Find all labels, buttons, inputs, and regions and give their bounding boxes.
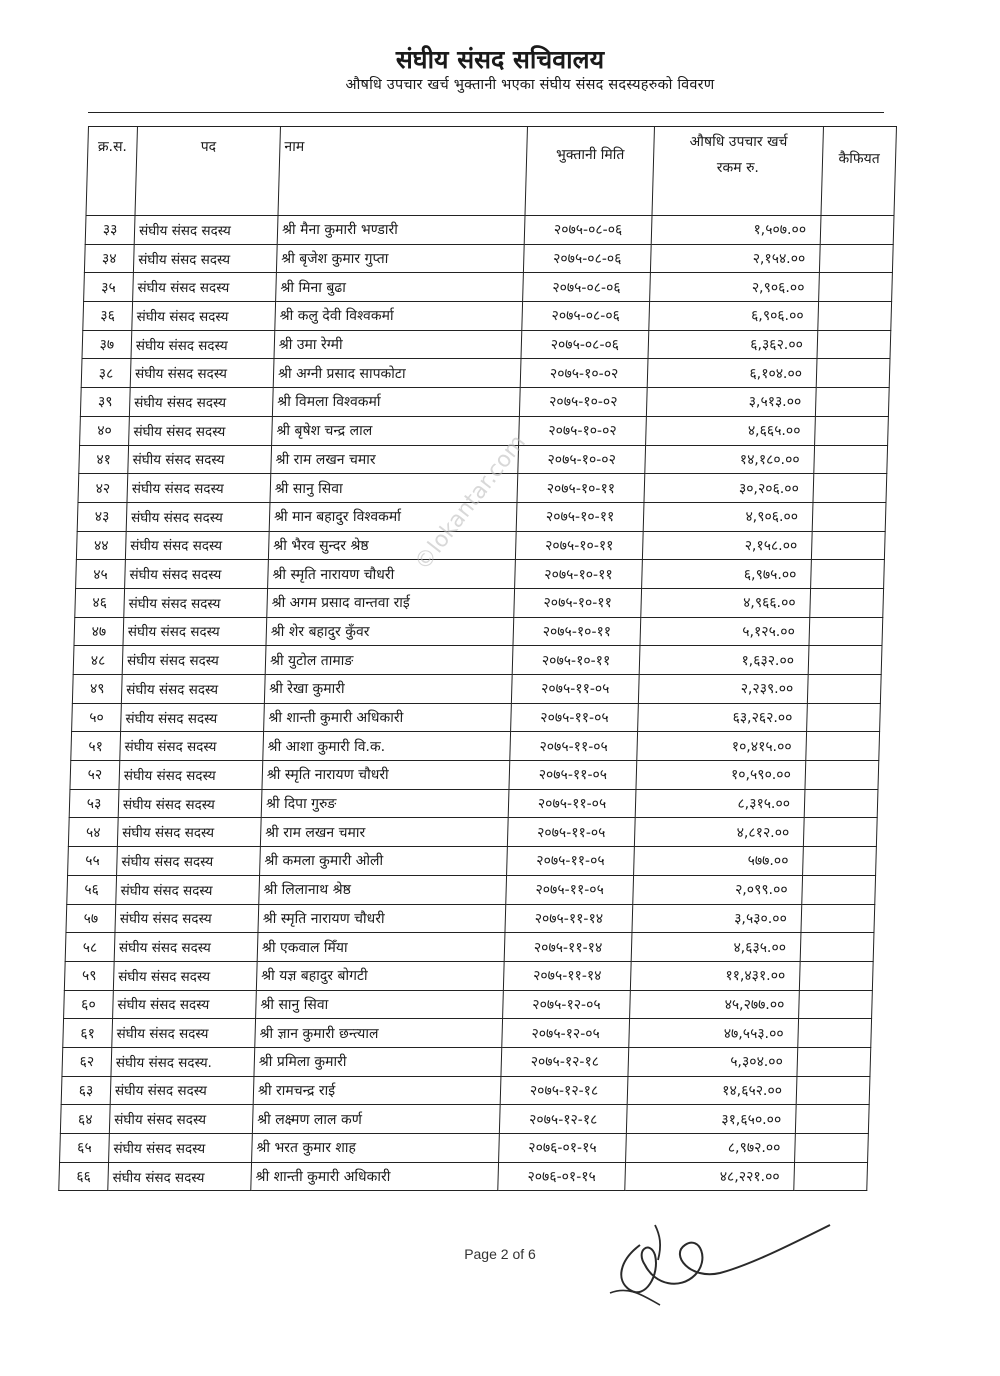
cell-post: संघीय संसद सदस्य [109, 1134, 253, 1163]
table-row [65, 933, 874, 962]
cell-amount: ३,५१३.०० [646, 388, 816, 417]
header-remarks: कैफियत [821, 127, 896, 216]
cell-amount: ८,३१५.०० [635, 789, 805, 818]
cell-remarks [816, 359, 890, 388]
cell-serial-number: ५९ [64, 961, 114, 990]
cell-name: श्री स्मृति नारायण चौधरी [258, 904, 506, 933]
cell-payment-date: २०७५-१०-११ [516, 502, 644, 531]
cell-payment-date: २०७५-११-१४ [505, 904, 633, 933]
cell-remarks [814, 445, 888, 474]
cell-remarks [809, 617, 883, 646]
cell-post: संघीय संसद सदस्य [121, 675, 265, 704]
cell-remarks [799, 990, 873, 1019]
cell-payment-date: २०७५-११-०५ [506, 875, 634, 904]
cell-name: श्री ज्ञान कुमारी छन्त्याल [255, 1019, 503, 1048]
cell-remarks [815, 416, 889, 445]
cell-remarks [820, 216, 894, 245]
cell-amount: ५७७.०० [634, 847, 804, 876]
cell-name: श्री युटोल तामाङ [265, 646, 513, 675]
cell-remarks [801, 904, 875, 933]
cell-amount: १०,५९०.०० [636, 761, 806, 790]
table-body [59, 216, 894, 1191]
cell-remarks [798, 1019, 872, 1048]
cell-payment-date: २०७५-१०-०२ [518, 445, 646, 474]
page-title: संघीय संसद सचिवालय [395, 45, 605, 74]
cell-post: संघीय संसद सदस्य [129, 416, 273, 445]
cell-post: संघीय संसद सदस्य [123, 617, 267, 646]
cell-amount: १४,१८०.०० [645, 445, 815, 474]
cell-post: संघीय संसद सदस्य [124, 588, 268, 617]
cell-amount: २,९०६.०० [650, 273, 820, 302]
table-row [82, 330, 891, 359]
cell-serial-number: ५३ [69, 789, 119, 818]
cell-amount: ४,६६५.०० [646, 416, 816, 445]
cell-serial-number: ५२ [70, 761, 120, 790]
cell-amount: १४,६५२.०० [627, 1076, 797, 1105]
table-row [61, 1076, 870, 1105]
cell-amount: ४,९०६.०० [643, 502, 813, 531]
cell-remarks [803, 847, 877, 876]
cell-post: संघीय संसद सदस्य [126, 502, 270, 531]
cell-payment-date: २०७५-११-०५ [508, 789, 636, 818]
table-row [75, 588, 884, 617]
table-row [69, 789, 878, 818]
cell-post: संघीय संसद सदस्य [110, 1076, 254, 1105]
cell-name: श्री दिपा गुरुङ [261, 789, 509, 818]
watermark: ©lokantar.com [410, 430, 531, 576]
cell-payment-date: २०७५-११-०५ [507, 818, 635, 847]
cell-remarks [804, 789, 878, 818]
cell-post: संघीय संसद सदस्य [117, 818, 261, 847]
header-amount-line2: रकम रु. [716, 160, 760, 176]
cell-remarks [813, 474, 887, 503]
cell-remarks [806, 732, 880, 761]
header-post: पद [135, 127, 280, 216]
cell-serial-number: ६६ [59, 1162, 109, 1191]
cell-serial-number: ६५ [60, 1134, 110, 1163]
table-row [63, 1019, 872, 1048]
top-rule [88, 112, 884, 113]
cell-amount: ३,५३०.०० [632, 904, 802, 933]
cell-name: श्री स्मृति नारायण चौधरी [262, 761, 510, 790]
cell-remarks [805, 761, 879, 790]
cell-serial-number: ३५ [84, 273, 134, 302]
cell-name: श्री आशा कुमारी वि.क. [263, 732, 511, 761]
cell-remarks [802, 875, 876, 904]
cell-post: संघीय संसद सदस्य. [111, 1047, 255, 1076]
cell-amount: ४७,५५३.०० [629, 1019, 799, 1048]
cell-post: संघीय संसद सदस्य [114, 933, 258, 962]
cell-name: श्री बृषेश चन्द्र लाल [272, 416, 520, 445]
cell-payment-date: २०७५-१०-०२ [520, 359, 648, 388]
cell-payment-date: २०७५-११-०५ [510, 732, 638, 761]
cell-remarks [819, 244, 893, 273]
cell-amount: १,६३२.०० [639, 646, 809, 675]
cell-remarks [803, 818, 877, 847]
cell-payment-date: २०७५-१०-०२ [519, 416, 647, 445]
cell-payment-date: २०७५-१०-११ [515, 531, 643, 560]
cell-serial-number: ५१ [71, 732, 121, 761]
cell-remarks [799, 961, 873, 990]
page-subtitle: औषधि उपचार खर्च भुक्तानी भएका संघीय संसद सदस्यहरुको विवरण [345, 77, 715, 93]
cell-remarks [807, 675, 881, 704]
cell-remarks [797, 1047, 871, 1076]
cell-amount: १०,४१५.०० [637, 732, 807, 761]
cell-serial-number: ५८ [65, 933, 115, 962]
cell-post: संघीय संसद सदस्य [112, 1019, 256, 1048]
cell-remarks [815, 388, 889, 417]
cell-post: संघीय संसद सदस्य [118, 789, 262, 818]
cell-post: संघीय संसद सदस्य [119, 761, 263, 790]
cell-serial-number: ४३ [77, 502, 127, 531]
cell-serial-number: ४९ [72, 675, 122, 704]
cell-payment-date: २०७५-१०-११ [512, 646, 640, 675]
cell-post: संघीय संसद सदस्य [121, 703, 265, 732]
table-row [62, 1047, 871, 1076]
cell-payment-date: २०७५-१०-११ [515, 560, 643, 589]
table-row [68, 847, 877, 876]
cell-post: संघीय संसद सदस्य [125, 560, 269, 589]
cell-amount: ४५,२७७.०० [630, 990, 800, 1019]
cell-payment-date: २०७५-११-१४ [504, 933, 632, 962]
table-row [60, 1105, 869, 1134]
table-row [70, 761, 879, 790]
payment-table [58, 126, 897, 1191]
cell-serial-number: ३७ [82, 330, 132, 359]
cell-remarks [810, 588, 884, 617]
header-serial-number: क्र.स. [86, 127, 137, 216]
table-row [80, 388, 889, 417]
cell-name: श्री मिना बुढा [276, 273, 524, 302]
cell-remarks [819, 273, 893, 302]
cell-remarks [808, 646, 882, 675]
cell-post: संघीय संसद सदस्य [127, 474, 271, 503]
cell-post: संघीय संसद सदस्य [116, 875, 260, 904]
table-row [73, 646, 882, 675]
table-row [72, 675, 881, 704]
signature-image [600, 1205, 840, 1315]
table-row [85, 216, 894, 245]
cell-remarks [818, 302, 892, 331]
cell-amount: १,५०७.०० [651, 216, 821, 245]
table-row [84, 244, 893, 273]
table-row [68, 818, 877, 847]
cell-post: संघीय संसद सदस्य [129, 388, 273, 417]
header-payment-date: भुक्तानी मिति [525, 127, 654, 216]
cell-post: संघीय संसद सदस्य [134, 216, 278, 245]
cell-remarks [811, 531, 885, 560]
cell-serial-number: ४२ [78, 474, 128, 503]
cell-name: श्री विमला विश्वकर्मा [272, 388, 520, 417]
cell-name: श्री उमा रेग्मी [274, 330, 522, 359]
table-row [72, 703, 881, 732]
table-row [71, 732, 880, 761]
cell-payment-date: २०७५-११-०५ [511, 675, 639, 704]
cell-serial-number: ५५ [68, 847, 118, 876]
cell-serial-number: ४० [80, 416, 130, 445]
cell-name: श्री कलु देवी विश्वकर्मा [275, 302, 523, 331]
table-row [64, 961, 873, 990]
cell-amount: ४,९६६.०० [641, 588, 811, 617]
cell-name: श्री भरत कुमार शाह [252, 1134, 500, 1163]
cell-payment-date: २०७६-०१-१५ [498, 1162, 626, 1191]
cell-post: संघीय संसद सदस्य [108, 1162, 252, 1191]
cell-post: संघीय संसद सदस्य [113, 990, 257, 1019]
cell-payment-date: २०७५-१२-१८ [499, 1105, 627, 1134]
cell-payment-date: २०७५-०८-०६ [522, 302, 650, 331]
cell-payment-date: २०७५-१२-१८ [501, 1047, 629, 1076]
header-amount [652, 127, 823, 216]
cell-serial-number: ६२ [62, 1047, 112, 1076]
cell-post: संघीय संसद सदस्य [122, 646, 266, 675]
cell-serial-number: ४७ [74, 617, 124, 646]
cell-amount: २,१५८.०० [642, 531, 812, 560]
cell-post: संघीय संसद सदस्य [132, 302, 276, 331]
cell-name: श्री स्मृति नारायण चौधरी [268, 560, 516, 589]
cell-name: श्री मान बहादुर विश्वकर्मा [269, 502, 517, 531]
cell-payment-date: २०७५-१२-०५ [502, 1019, 630, 1048]
cell-name: श्री कमला कुमारी ओली [260, 847, 508, 876]
cell-name: श्री राम लखन चमार [271, 445, 519, 474]
cell-post: संघीय संसद सदस्य [120, 732, 264, 761]
cell-serial-number: ६४ [60, 1105, 110, 1134]
table-header-row [86, 127, 896, 216]
cell-post: संघीय संसद सदस्य [117, 847, 261, 876]
table-row [76, 531, 885, 560]
cell-post: संघीय संसद सदस्य [115, 904, 259, 933]
cell-payment-date: २०७५-११-०५ [511, 703, 639, 732]
cell-serial-number: ४१ [79, 445, 129, 474]
cell-post: संघीय संसद सदस्य [133, 244, 277, 273]
cell-amount: २,०९९.०० [633, 875, 803, 904]
cell-serial-number: ६३ [61, 1076, 111, 1105]
cell-remarks [807, 703, 881, 732]
cell-payment-date: २०७५-०८-०६ [524, 216, 652, 245]
cell-serial-number: ६१ [63, 1019, 113, 1048]
cell-serial-number: ५० [72, 703, 122, 732]
cell-amount: ३१,६५०.०० [626, 1105, 796, 1134]
table-row [59, 1162, 868, 1191]
cell-remarks [795, 1105, 869, 1134]
table-row [66, 904, 875, 933]
cell-serial-number: ५४ [68, 818, 118, 847]
cell-serial-number: ४५ [76, 560, 126, 589]
cell-post: संघीय संसद सदस्य [113, 961, 257, 990]
cell-payment-date: २०७५-११-०५ [507, 847, 635, 876]
cell-remarks [812, 502, 886, 531]
cell-post: संघीय संसद सदस्य [128, 445, 272, 474]
payment-table-wrapper [58, 126, 884, 1191]
cell-payment-date: २०७५-१२-०५ [503, 990, 631, 1019]
cell-serial-number: ३३ [85, 216, 135, 245]
page-number: Page 2 of 6 [464, 1246, 536, 1262]
table-row [76, 560, 885, 589]
cell-name: श्री शान्ती कुमारी अधिकारी [251, 1162, 499, 1191]
cell-name: श्री अगम प्रसाद वान्तवा राई [267, 588, 515, 617]
cell-payment-date: २०७५-०८-०६ [523, 273, 651, 302]
cell-name: श्री लक्ष्मण लाल कर्ण [252, 1105, 500, 1134]
cell-name: श्री सानु सिवा [256, 990, 504, 1019]
cell-serial-number: ४८ [73, 646, 123, 675]
cell-serial-number: ४६ [75, 588, 125, 617]
cell-payment-date: २०७५-०८-०६ [521, 330, 649, 359]
cell-name: श्री शेर बहादुर कुँवर [266, 617, 514, 646]
cell-name: श्री लिलानाथ श्रेष्ठ [259, 875, 507, 904]
table-row [64, 990, 873, 1019]
cell-post: संघीय संसद सदस्य [131, 330, 275, 359]
cell-remarks [811, 560, 885, 589]
cell-amount: ८,९७२.०० [626, 1134, 796, 1163]
cell-remarks [794, 1162, 868, 1191]
cell-amount: ३०,२०६.०० [644, 474, 814, 503]
cell-name: श्री यज्ञ बहादुर बोगटी [256, 961, 504, 990]
cell-amount: ६३,२६२.०० [638, 703, 808, 732]
cell-serial-number: ४४ [76, 531, 126, 560]
cell-payment-date: २०७५-०८-०६ [523, 244, 651, 273]
cell-name: श्री भैरव सुन्दर श्रेष्ठ [268, 531, 516, 560]
cell-name: श्री एकवाल मिँया [257, 933, 505, 962]
cell-amount: ५,१२५.०० [640, 617, 810, 646]
header-amount-line1: औषधि उपचार खर्च [689, 134, 788, 150]
cell-amount: ४,६३५.०० [631, 933, 801, 962]
cell-amount: ६,३६२.०० [648, 330, 818, 359]
table-row [60, 1134, 869, 1163]
cell-post: संघीय संसद सदस्य [133, 273, 277, 302]
cell-post: संघीय संसद सदस्य [130, 359, 274, 388]
cell-name: श्री रेखा कुमारी [264, 675, 512, 704]
cell-name: श्री अग्नी प्रसाद सापकोटा [273, 359, 521, 388]
cell-amount: ६,९७५.०० [642, 560, 812, 589]
cell-name: श्री शान्ती कुमारी अधिकारी [264, 703, 512, 732]
table-row [81, 359, 890, 388]
cell-payment-date: २०७५-११-१४ [503, 961, 631, 990]
cell-amount: ४,८१२.०० [634, 818, 804, 847]
cell-name: श्री रामचन्द्र राई [253, 1076, 501, 1105]
cell-name: श्री बृजेश कुमार गुप्ता [276, 244, 524, 273]
cell-amount: ११,४३१.०० [630, 961, 800, 990]
cell-payment-date: २०७५-१०-११ [517, 474, 645, 503]
cell-payment-date: २०७५-११-०५ [509, 761, 637, 790]
header-name: नाम [278, 127, 527, 216]
cell-name: श्री राम लखन चमार [260, 818, 508, 847]
table-row [84, 273, 893, 302]
cell-name: श्री सानु सिवा [270, 474, 518, 503]
table-row [74, 617, 883, 646]
cell-amount: ६,१०४.०० [647, 359, 817, 388]
cell-serial-number: ३९ [80, 388, 130, 417]
cell-amount: २,१५४.०० [650, 244, 820, 273]
cell-remarks [817, 330, 891, 359]
cell-remarks [800, 933, 874, 962]
cell-payment-date: २०७५-१०-११ [513, 617, 641, 646]
cell-amount: ५,३०४.०० [628, 1047, 798, 1076]
cell-serial-number: ३६ [83, 302, 133, 331]
cell-payment-date: २०७५-१०-०२ [519, 388, 647, 417]
cell-post: संघीय संसद सदस्य [125, 531, 269, 560]
cell-name: श्री प्रमिला कुमारी [254, 1047, 502, 1076]
cell-remarks [796, 1076, 870, 1105]
cell-amount: २,२३९.०० [638, 675, 808, 704]
cell-name: श्री मैना कुमारी भण्डारी [277, 216, 525, 245]
cell-serial-number: ३४ [84, 244, 134, 273]
cell-serial-number: ५६ [67, 875, 117, 904]
cell-amount: ४८,२२१.०० [625, 1162, 795, 1191]
table-row [80, 416, 889, 445]
cell-serial-number: ५७ [66, 904, 116, 933]
cell-payment-date: २०७५-१०-११ [514, 588, 642, 617]
cell-post: संघीय संसद सदस्य [109, 1105, 253, 1134]
cell-amount: ६,९०६.०० [649, 302, 819, 331]
cell-serial-number: ६० [64, 990, 114, 1019]
cell-remarks [795, 1134, 869, 1163]
cell-payment-date: २०७६-०१-१५ [499, 1134, 627, 1163]
cell-payment-date: २०७५-१२-१८ [500, 1076, 628, 1105]
table-row [67, 875, 876, 904]
table-row [83, 302, 892, 331]
cell-serial-number: ३८ [81, 359, 131, 388]
